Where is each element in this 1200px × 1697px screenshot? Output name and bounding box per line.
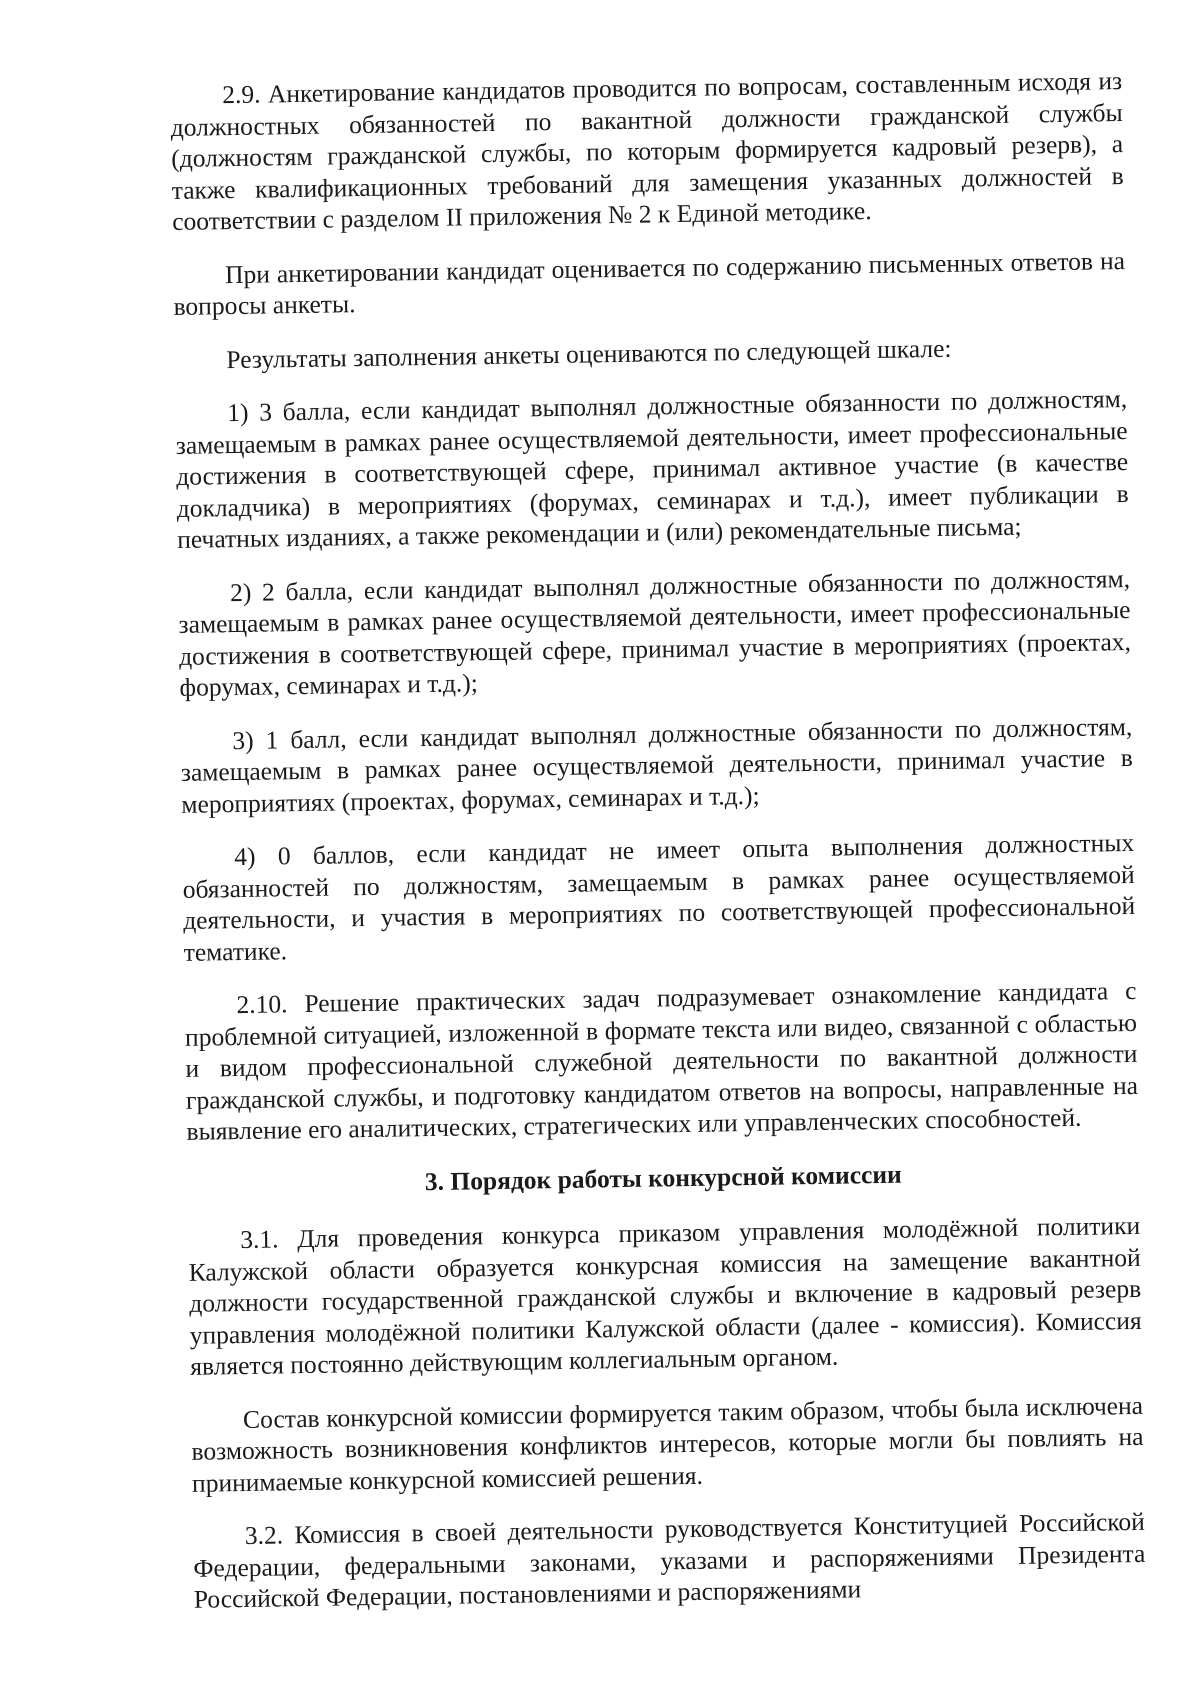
paragraph-3-2: 3.2. Комиссия в своей деятельности руководствуется Конституцией Российской Федерации, федеральными законами, указами и распоряжениями Президента Российской Федерации, постановлениями и распоряжениями (193, 1506, 1146, 1614)
paragraph-commission-composition: Состав конкурсной комиссии формируется таким образом, чтобы была исключена возможность возникновения конфликтов интересов, которые могли бы повлиять на принимаемые конкурсной комиссией решения. (191, 1390, 1144, 1498)
paragraph-scale-intro: Результаты заполнения анкеты оцениваются по следующей шкале: (226, 333, 952, 374)
paragraph-questionnaire-assessment: При анкетировании кандидат оценивается по содержанию письменных ответов на вопросы анкеты. (173, 245, 1126, 321)
paragraph-3-1: 3.1. Для проведения конкурса приказом управления молодёжной политики Калужской области образуется конкурсная комиссия на замещение вакантной должности государственной гражданской службы и включение в кадровый резерв управления молодёжной политики Калужской области (далее - комиссия). Комиссия является постоянно действующим коллегиальным органом. (188, 1210, 1142, 1381)
list-item-score-2: 2) 2 балла, если кандидат выполнял должностные обязанности по должностям, замещаемым в рамках ранее осуществляемой деятельности, имеет профессиональные достижения в соответствующей сфере, принимал участие в мероприятиях (проектах, форумах, семинарах и т.д.); (178, 563, 1132, 702)
paragraph-2-10: 2.10. Решение практических задач подразумевает ознакомление кандидата с проблемной ситуацией, изложенной в формате текста или видео, связанной с областью и видом профессиональной служебной деятельности по вакантной должности гражданской службы, и подготовку кандидатом ответов на вопросы, направленные на выявление его аналитических, стратегических или управленческих способностей. (184, 975, 1139, 1146)
list-item-score-3: 1) 3 балла, если кандидат выполнял должностные обязанности по должностям, замещаемым в рамках ранее осуществляемой деятельности, имеет профессиональные достижения в соответствующей сфере, принимал активное участие (в качестве докладчика) в мероприятиях (форумах, семинарах и т.д.), имеет публикации в печатных изданиях, а также рекомендации и (или) рекомендательные письма; (175, 384, 1129, 554)
document-body (170, 65, 1146, 1637)
paragraph-2-9: 2.9. Анкетирование кандидатов проводится по вопросам, составленным исходя из должностных обязанностей по вакантной должности гражданской службы (должностям гражданской службы, по которым формируется кадровый резерв), а также квалификационных требований для замещения указанных должностей в соответствии с разделом II приложения № 2 к Единой методике. (170, 66, 1124, 236)
list-item-score-1: 3) 1 балл, если кандидат выполнял должностные обязанности по должностям, замещаемым в рамках ранее осуществляемой деятельности, принимал участие в мероприятиях (проектах, форумах, семинарах и т.д.); (180, 711, 1133, 819)
list-item-score-0: 4) 0 баллов, если кандидат не имеет опыта выполнения должностных обязанностей по должностям, замещаемым в рамках ранее осуществляемой деятельности, и участия в мероприятиях по соответствующей профессиональной тематике. (182, 827, 1136, 967)
section-heading: 3. Порядок работы конкурсной комиссии (424, 1159, 902, 1196)
